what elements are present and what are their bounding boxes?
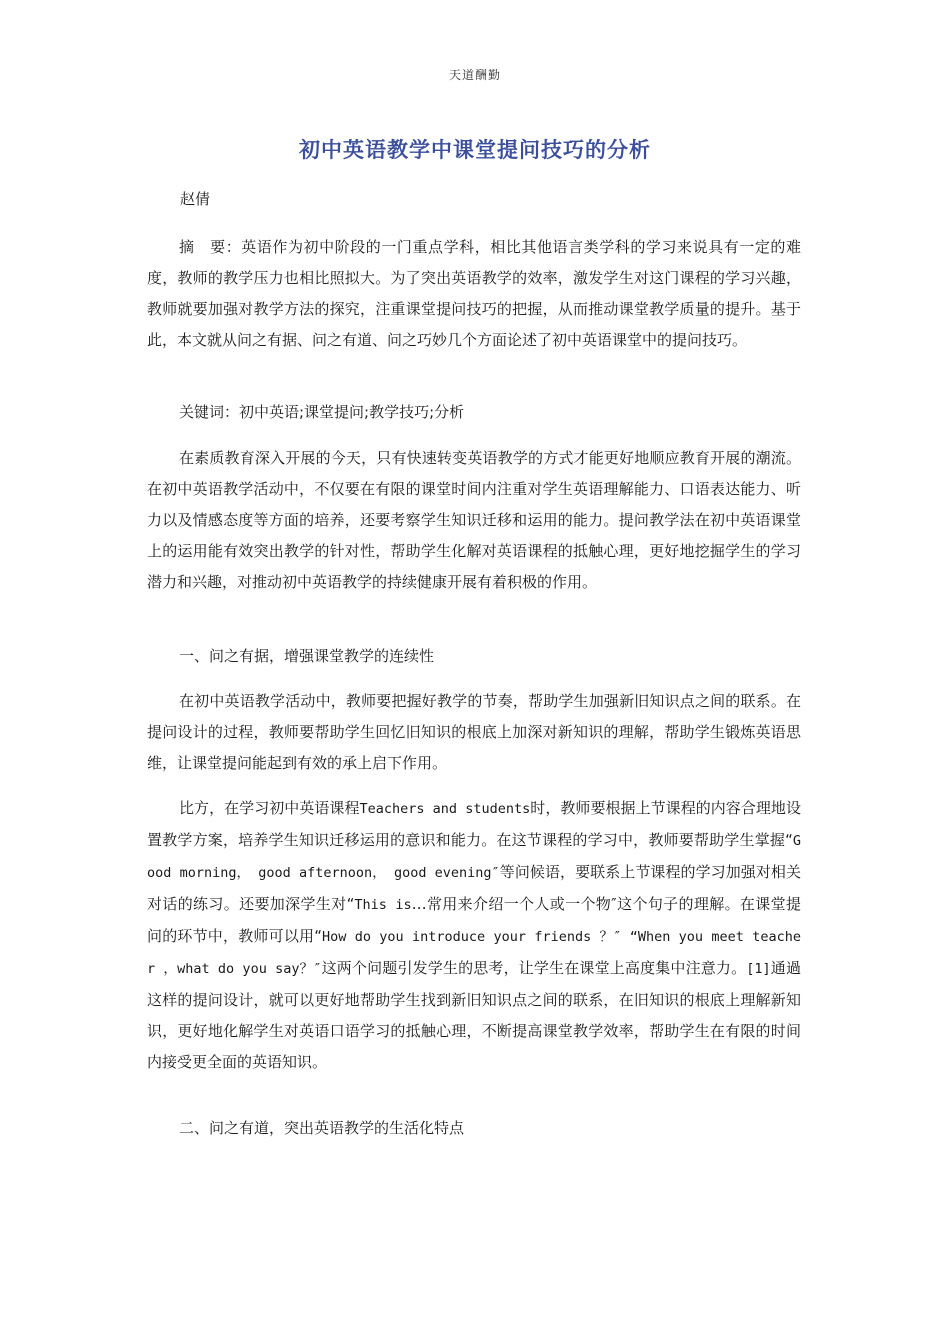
article-title: 初中英语教学中课堂提问技巧的分析 <box>299 138 651 162</box>
section-2-heading: 二、问之有道，突出英语教学的生活化特点 <box>179 1119 465 1137</box>
page-header: 天道酬勤 <box>448 68 501 82</box>
section-1-paragraph-1: 在初中英语教学活动中，教师要把握好教学的节奏，帮助学生加强新旧知识点之间的联系。在提问设计的过程，教师要帮助学生回忆旧知识的根底上加深对新知识的理解，帮助学生锻炼英语思维，让课堂提问能起到有效的承上启下作用。 <box>147 692 801 772</box>
author-name: 赵倩 <box>180 190 211 208</box>
abstract-paragraph: 摘 要：英语作为初中阶段的一门重点学科，相比其他语言类学科的学习来说具有一定的难度，教师的教学压力也相比照拟大。为了突出英语教学的效率，激发学生对这门课程的学习兴趣，教师就要加强对教学方法的探究，注重课堂提问技巧的把握，从而推动课堂教学质量的提升。基于此，本文就从问之有据、问之有道、问之巧妙几个方面论述了初中英语课堂中的提问技巧。 <box>147 238 801 349</box>
text-run-english: Teachers and students <box>359 801 531 817</box>
text-run: 通過这样的提问设计，就可以更好地帮助学生找到新旧知识点之间的联系，在旧知识的根底上理解新知识，更好地化解学生对英语口语学习的抵触心理，不断提高课堂教学效率，帮助学生在有限的时间内接受更全面的英语知识。 <box>147 959 801 1071</box>
citation-marker: [1] <box>746 961 771 977</box>
text-run: 这两个问题引发学生的思考，让学生在课堂上高度集中注意力。 <box>321 959 747 977</box>
section-1-paragraph-2 <box>147 793 801 1078</box>
intro-paragraph: 在素质教育深入开展的今天，只有快速转变英语教学的方式才能更好地顺应教育开展的潮流。在初中英语教学活动中，不仅要在有限的课堂时间内注重对学生英语理解能力、口语表达能力、听力以及情感态度等方面的培养，还要考察学生知识迁移和运用的能力。提问教学法在初中英语课堂上的运用能有效突出教学的针对性，帮助学生化解对英语课程的抵触心理，更好地挖掘学生的学习潜力和兴趣，对推动初中英语教学的持续健康开展有着积极的作用。 <box>147 449 801 591</box>
text-run: 时，教师要根据上节课程的内容合理地设置教学方案，培养学生知识迁移运用的意识和能力。在这节课程的学习中，教师要帮助学生掌握“ <box>147 799 801 849</box>
keywords-line: 关键词：初中英语;课堂提问;教学技巧;分析 <box>179 403 465 421</box>
text-run: 比方，在学习初中英语课程 <box>179 799 360 817</box>
text-run: …常用来介绍一个人或一个物″这个句子的理解。在课堂提问的环节中，教师可以用“ <box>147 895 801 945</box>
text-run-english: How do you introduce your friends ？″ “When you meet teacher ，what do you say？″ <box>147 929 801 977</box>
text-run-english: Good morning， good afternoon， good evening″ <box>147 833 801 881</box>
text-run-english: This is <box>354 897 412 913</box>
text-run: 等问候语，要联系上节课程的学习加强对相关对话的练习。还要加深学生对“ <box>147 863 801 913</box>
section-1-heading: 一、问之有据，增强课堂教学的连续性 <box>179 647 435 665</box>
